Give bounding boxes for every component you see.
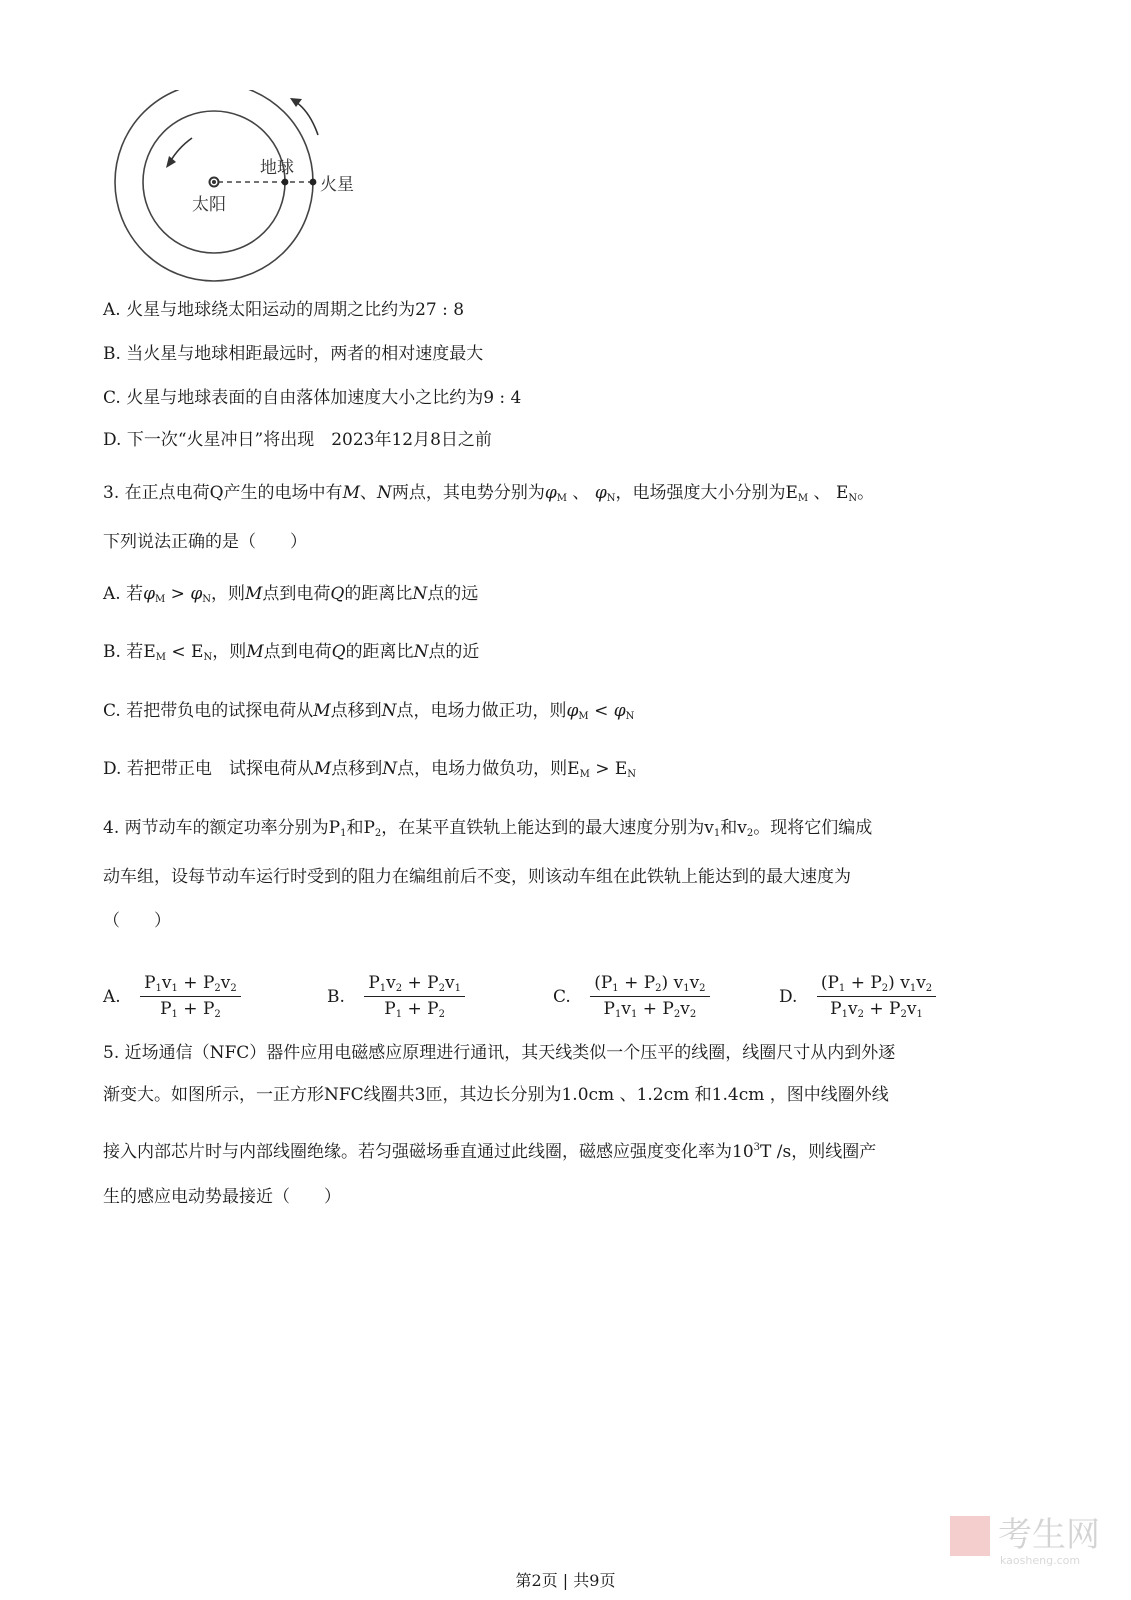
- q3-option-d: D. 若把带正电 试探电荷从M点移到N点，电场力做负功，则$E_M > E_N$: [103, 759, 637, 780]
- q4-option-d: D. $\frac{(P_1 + P_2) v_1v_2}{P_1v_2 + P_2v_1}$: [779, 973, 936, 1020]
- q2-option-c: C. 火星与地球表面的自由落体加速度大小之比约为9 : 4: [103, 388, 522, 408]
- q2-option-d: D. 下一次“火星冲日”将出现 2023年12月8日之前: [103, 430, 492, 450]
- page-footer: 第2页 | 共9页: [515, 1571, 616, 1590]
- orbit-diagram: [100, 90, 390, 285]
- q4-option-a-formula: $\frac{P_1v_1 + P_2v_2}{P_1 + P_2}$: [140, 973, 241, 1020]
- q4-stem-line1: 4. 两节动车的额定功率分别为$P_1$和$P_2$，在某平直铁轨上能达到的最大速度分别为$v_1$和$v_2$。现将它们编成: [103, 818, 873, 839]
- q4-stem-line3: （ ）: [103, 911, 171, 931]
- earth-arrow-head: [166, 156, 176, 168]
- q5-line3: 接入内部芯片时与内部线圈绝缘。若匀强磁场垂直通过此线圈，磁感应强度变化率为$10^3T$ /s，则线圈产: [103, 1142, 877, 1162]
- q4-option-a: A. $\frac{P_1v_1 + P_2v_2}{P_1 + P_2}$: [103, 973, 241, 1020]
- q4-option-c-formula: $\frac{(P_1 + P_2) v_1v_2}{P_1v_1 + P_2v_2}$: [590, 973, 709, 1020]
- earth-orbit-arrow: [170, 138, 192, 162]
- q4-option-b-formula: $\frac{P_1v_2 + P_2v_1}{P_1 + P_2}$: [364, 973, 465, 1020]
- q3-option-c: C. 若把带负电的试探电荷从M点移到N点，电场力做正功，则$\varphi_M < \varphi_N$: [103, 701, 635, 722]
- q3-stem-line2: 下列说法正确的是（ ）: [103, 532, 307, 552]
- sun-core: [212, 180, 216, 184]
- q4-option-d-formula: $\frac{(P_1 + P_2) v_1v_2}{P_1v_2 + P_2v_1}$: [817, 973, 936, 1020]
- watermark-cn: 考生网: [998, 1515, 1100, 1555]
- mars-label: 火星: [320, 175, 354, 195]
- mars-dot: [310, 179, 317, 186]
- watermark-logo: [948, 1508, 1118, 1568]
- sun-label: 太阳: [192, 195, 226, 215]
- q5-line4: 生的感应电动势最接近（ ）: [103, 1187, 341, 1207]
- q3-option-b: B. 若$E_M < E_N$，则M点到电荷Q的距离比N点的近: [103, 642, 480, 663]
- q4-stem-line2: 动车组，设每节动车运行时受到的阻力在编组前后不变，则该动车组在此铁轨上能达到的最大速度为: [103, 867, 851, 887]
- mars-orbit-arrow: [296, 102, 318, 135]
- earth-dot: [282, 179, 289, 186]
- q2-option-b: B. 当火星与地球相距最远时，两者的相对速度最大: [103, 344, 484, 364]
- q4-option-c: C. $\frac{(P_1 + P_2) v_1v_2}{P_1v_1 + P_2v_2}$: [553, 973, 710, 1020]
- earth-label: 地球: [260, 158, 294, 178]
- q2-option-a: A. 火星与地球绕太阳运动的周期之比约为27 : 8: [103, 300, 465, 320]
- q3-stem-line1: 3. 在正点电荷Q产生的电场中有M、N两点，其电势分别为$\varphi_M$ 、 $\varphi_N$，电场强度大小分别为$E_M$ 、 $E_N$。: [103, 483, 875, 504]
- q5-line2: 渐变大。如图所示，一正方形NFC线圈共3匝，其边长分别为1.0cm 、1.2cm 和1.4cm ，图中线圈外线: [103, 1085, 889, 1105]
- watermark-icon: [950, 1516, 990, 1556]
- watermark-en: kaosheng.com: [1000, 1554, 1081, 1567]
- q3-option-a: A. 若$\varphi_M > \varphi_N$，则M点到电荷Q的距离比N点的远: [103, 584, 479, 605]
- q4-option-b: B. $\frac{P_1v_2 + P_2v_1}{P_1 + P_2}$: [327, 973, 465, 1020]
- q5-line1: 5. 近场通信（NFC）器件应用电磁感应原理进行通讯，其天线类似一个压平的线圈，线圈尺寸从内到外逐: [103, 1043, 896, 1063]
